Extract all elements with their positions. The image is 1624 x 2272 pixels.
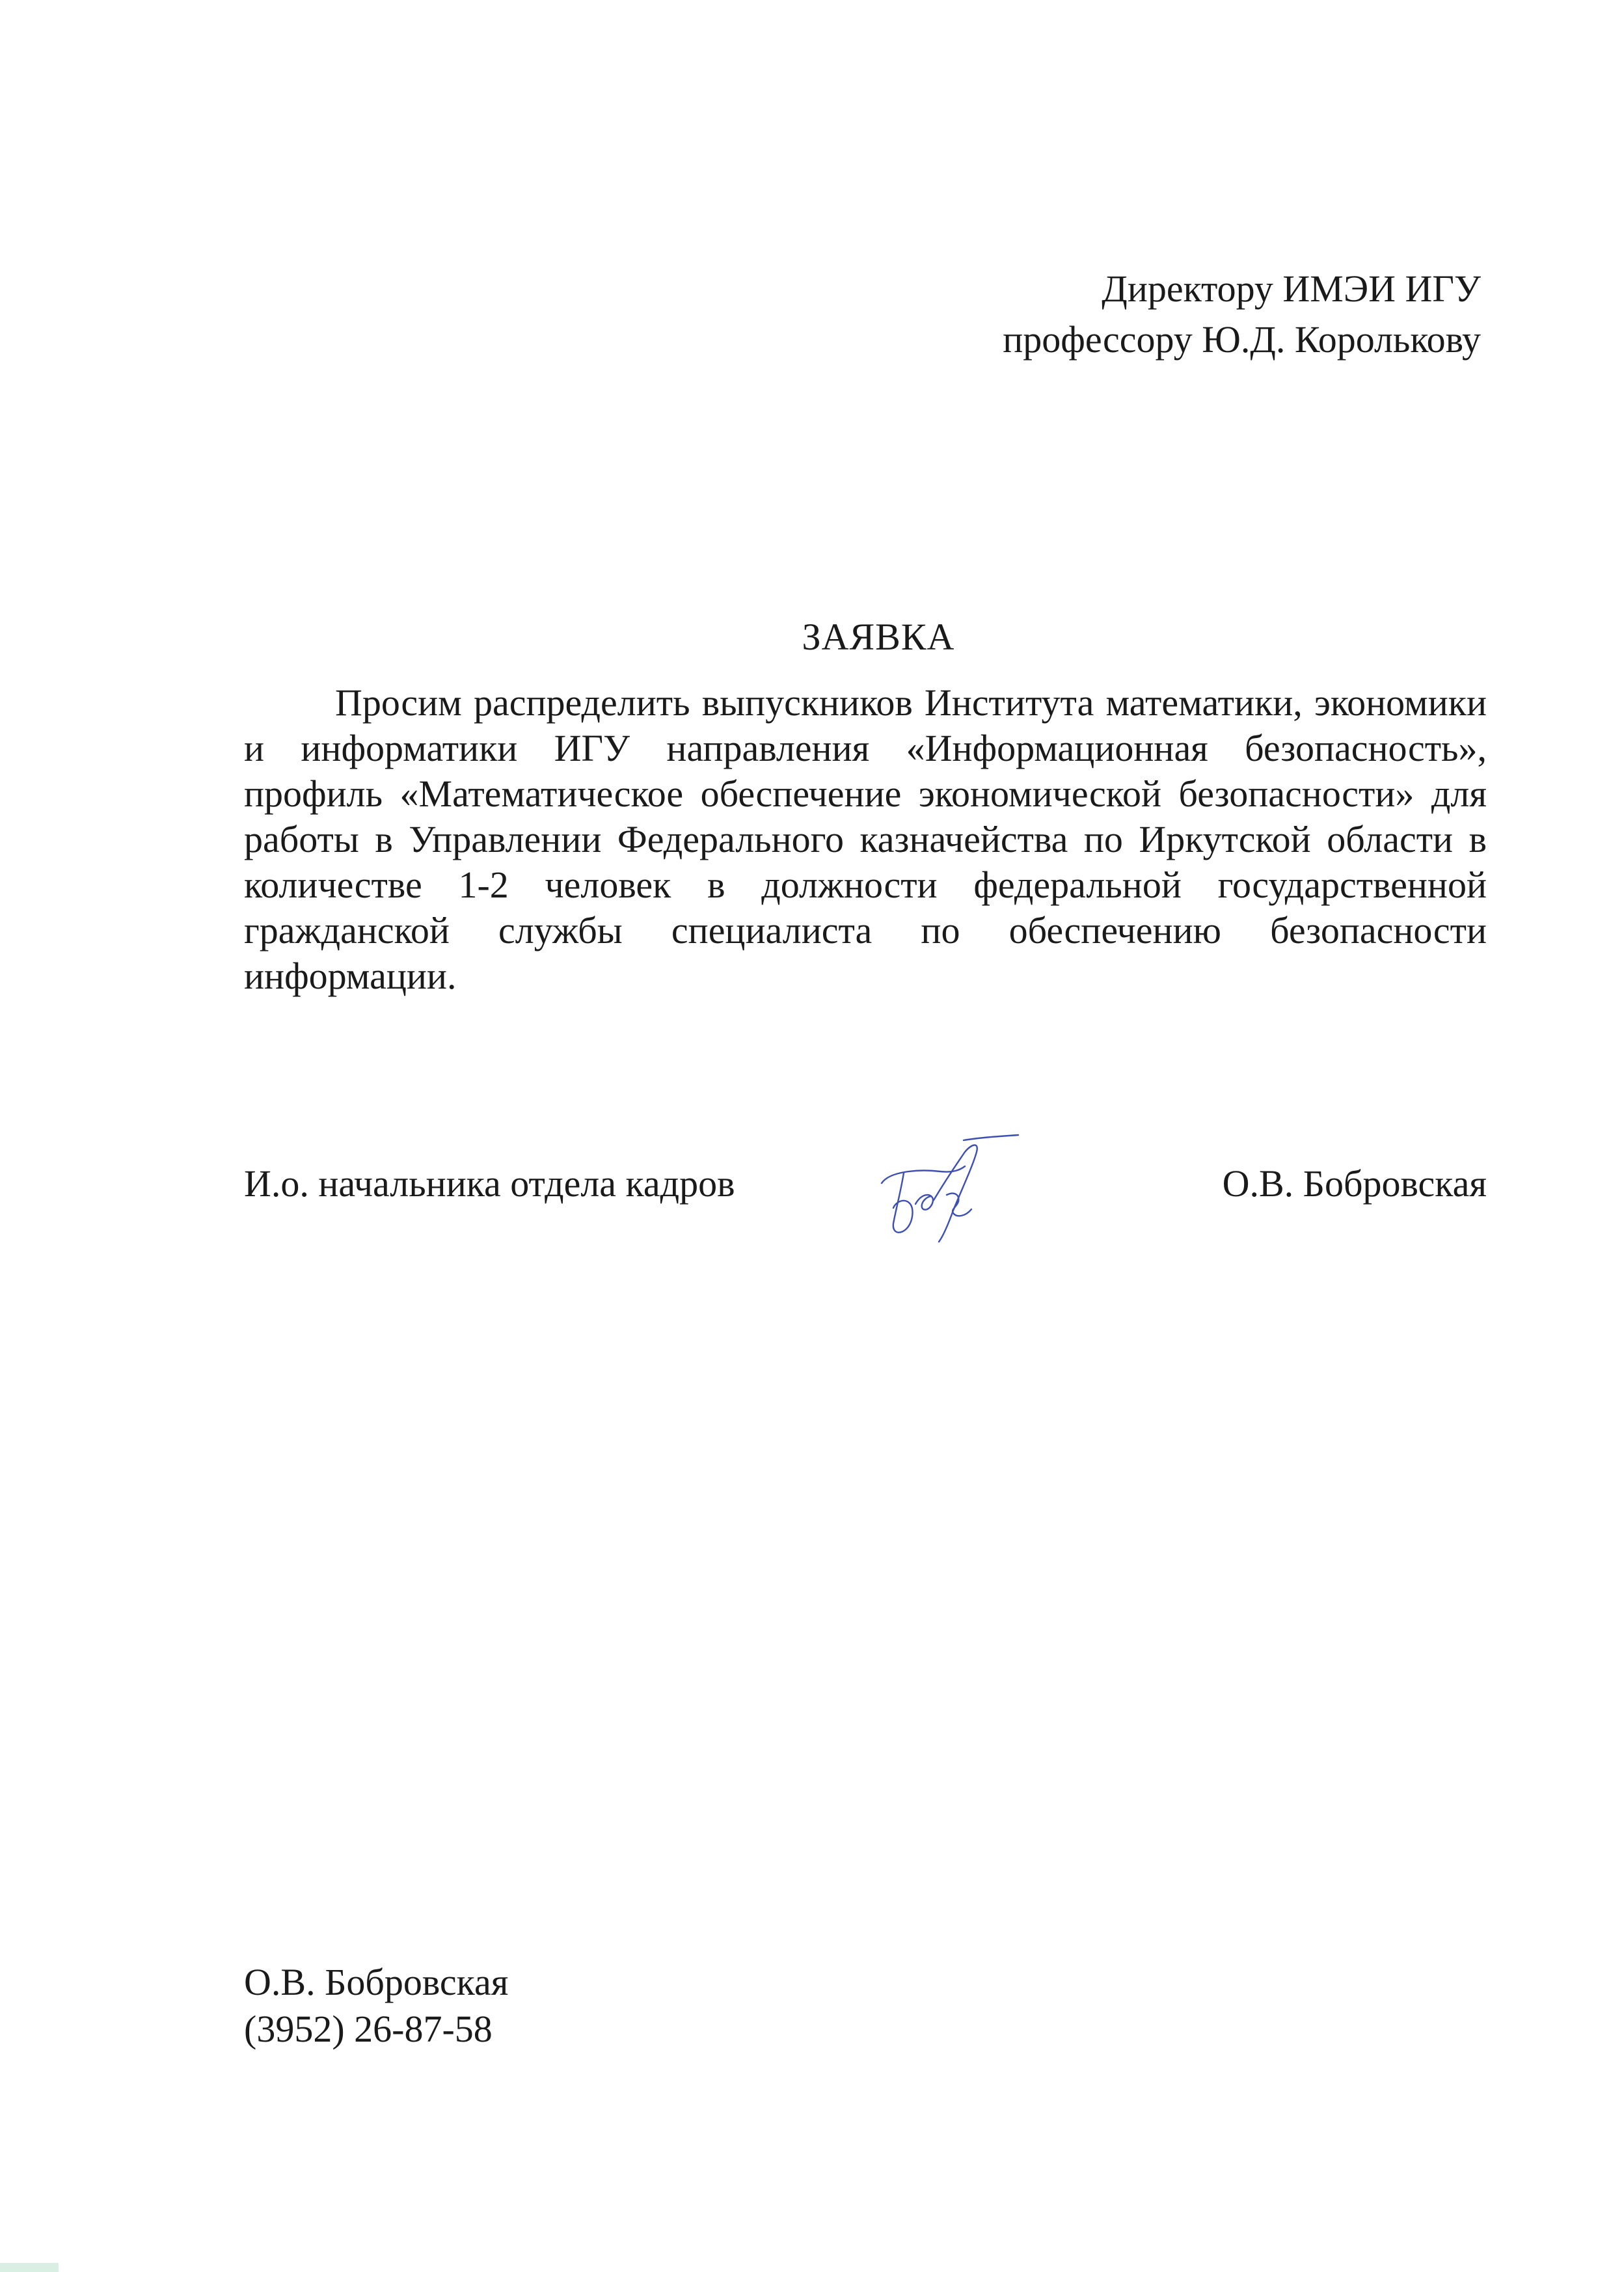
- signature-row: [244, 1152, 1487, 1243]
- request-body: Просим распределить выпускников Института математики, экономики и информатики ИГУ направления «Информационная безопасность», профиль «Математическое обеспечение экономической безопасности» для работы в Управлении Федерального казначейства по Иркутской области в количестве 1-2 человек в должности федеральной государственной гражданской службы специалиста по обеспечению безопасности информации.: [244, 681, 1487, 997]
- signatory-position: И.о. начальника отдела кадров: [244, 1162, 735, 1205]
- signatory-name: О.В. Бобровская: [1222, 1162, 1487, 1205]
- scan-edge-mark: [0, 2263, 59, 2272]
- contact-block: [244, 1959, 508, 2053]
- contact-phone: (3952) 26-87-58: [244, 2008, 493, 2050]
- handwritten-signature: [856, 1132, 1025, 1263]
- addressee-line-1: Директору ИМЭИ ИГУ: [1102, 267, 1481, 310]
- addressee-line-2: профессору Ю.Д. Королькову: [1003, 318, 1481, 361]
- document-title: ЗАЯВКА: [802, 616, 955, 658]
- addressee-block: [700, 264, 1481, 365]
- contact-name: О.В. Бобровская: [244, 1961, 509, 2003]
